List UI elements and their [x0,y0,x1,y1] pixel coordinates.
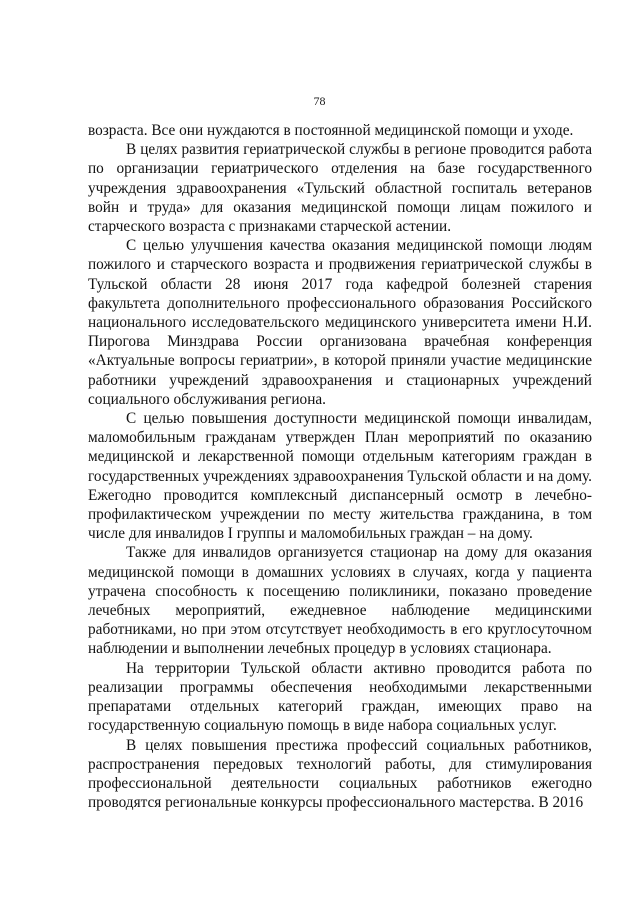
paragraph-continuation: возраста. Все они нуждаются в постоянной медицинской помощи и уходе. [88,122,574,139]
paragraph-medication-program: На территории Тульской области активно проводится работа по реализации программы обеспечения необходимыми лекарственными препаратами отдельных категорий граждан, имеющих право на государственную социальную помощь в виде набора социальных услуг. [88,659,592,735]
paragraph-social-workers-contests: В целях повышения престижа профессий социальных работников, распространения передовых технологий работы, для стимулирования профессиональной деятельности социальных работников ежегодно проводятся региональные конкурсы профессионального мастерства. В 2016 [88,736,592,812]
paragraph-geriatrics-conference: С целью улучшения качества оказания медицинской помощи людям пожилого и старческого возраста и продвижения гериатрической службы в Тульской области 28 июня 2017 года кафедрой болезней старения факультета дополнительного профессионального образования Российского национального исследовательского медицинского университета имени Н.И. Пирогова Минздрава России организована врачебная конференция «Актуальные вопросы гериатрии», в которой приняли участие медицинские работники учреждений здравоохранения и стационарных учреждений социального обслуживания региона. [88,237,592,408]
page-number: 78 [313,94,326,108]
document-body [88,121,592,812]
paragraph-disabled-access: С целью повышения доступности медицинской помощи инвалидам, маломобильным гражданам утвержден План мероприятий по оказанию медицинской и лекарственной помощи отдельным категориям граждан в государственных учреждениях здравоохранения Тульской области и на дому. Ежегодно проводится комплексный диспансерный осмотр в лечебно-профилактическом учреждении по месту жительства гражданина, в том числе для инвалидов I группы и маломобильных граждан – на дому. [88,410,592,543]
paragraph-geriatric-department: В целях развития гериатрической службы в регионе проводится работа по организации гериатрического отделения на базе государственного учреждения здравоохранения «Тульский областной госпиталь ветеранов войн и труда» для оказания медицинской помощи лицам пожилого и старческого возраста с признаками старческой астении. [88,141,592,236]
paragraph-home-hospital: Также для инвалидов организуется стационар на дому для оказания медицинской помощи в домашних условиях в случаях, когда у пациента утрачена способность к посещению поликлиники, показано проведение лечебных мероприятий, ежедневное наблюдение медицинскими работниками, но при этом отсутствует необходимость в его круглосуточном наблюдении и выполнении лечебных процедур в условиях стационара. [88,544,592,658]
